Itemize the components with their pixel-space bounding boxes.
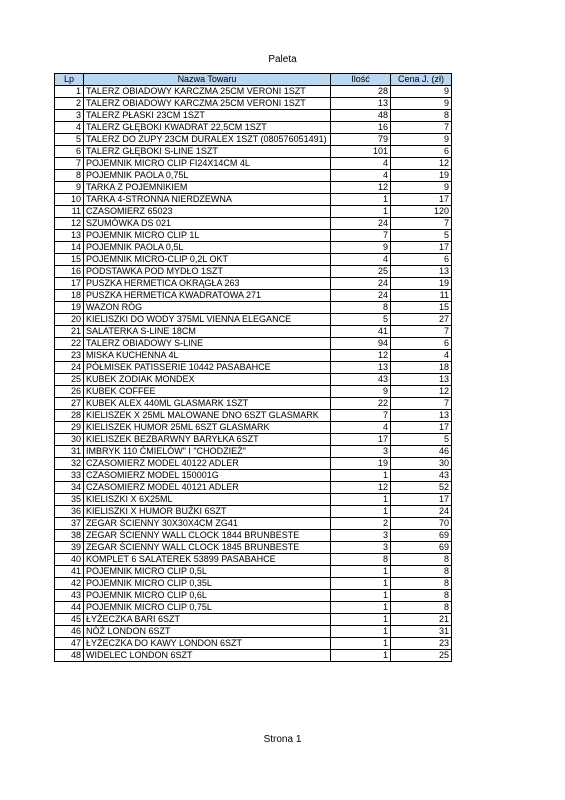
table-row: [55, 290, 452, 302]
cell-price: 17: [391, 494, 452, 506]
cell-price: 6: [391, 146, 452, 158]
cell-qty: 5: [331, 314, 391, 326]
cell-qty: 41: [331, 326, 391, 338]
cell-lp: 43: [55, 590, 84, 602]
cell-qty: 4: [331, 254, 391, 266]
cell-name: KUBEK ALEX 440ML GLASMARK 1SZT: [84, 398, 331, 410]
cell-qty: 12: [331, 482, 391, 494]
cell-name: WIDELEC LONDON 6SZT: [84, 650, 331, 662]
cell-name: IMBRYK 110 ĆMIELÓW" I "CHODZIEŻ": [84, 446, 331, 458]
cell-lp: 1: [55, 86, 84, 98]
cell-lp: 47: [55, 638, 84, 650]
table-row: [55, 362, 452, 374]
table-row: [55, 614, 452, 626]
cell-qty: 1: [331, 206, 391, 218]
cell-name: TALERZ OBIADOWY S-LINE: [84, 338, 331, 350]
cell-qty: 43: [331, 374, 391, 386]
cell-lp: 11: [55, 206, 84, 218]
cell-price: 8: [391, 602, 452, 614]
cell-price: 30: [391, 458, 452, 470]
cell-qty: 7: [331, 410, 391, 422]
table-row: [55, 518, 452, 530]
cell-qty: 4: [331, 158, 391, 170]
cell-lp: 45: [55, 614, 84, 626]
table-row: [55, 446, 452, 458]
cell-lp: 34: [55, 482, 84, 494]
page-title: Paleta: [268, 54, 297, 65]
cell-name: TARKA 4-STRONNA NIERDZEWNA: [84, 194, 331, 206]
cell-name: ŁYŻECZKA DO KAWY LONDON 6SZT: [84, 638, 331, 650]
cell-lp: 25: [55, 374, 84, 386]
cell-lp: 20: [55, 314, 84, 326]
cell-lp: 16: [55, 266, 84, 278]
cell-qty: 3: [331, 530, 391, 542]
cell-qty: 28: [331, 86, 391, 98]
cell-qty: 17: [331, 434, 391, 446]
cell-price: 21: [391, 614, 452, 626]
cell-price: 5: [391, 230, 452, 242]
cell-lp: 32: [55, 458, 84, 470]
cell-name: NÓŻ LONDON 6SZT: [84, 626, 331, 638]
cell-name: TALERZ GŁĘBOKI S-LINE 1SZT: [84, 146, 331, 158]
cell-lp: 29: [55, 422, 84, 434]
cell-price: 17: [391, 422, 452, 434]
cell-name: ZEGAR ŚCIENNY WALL CLOCK 1844 BRUNBESTE: [84, 530, 331, 542]
cell-price: 8: [391, 566, 452, 578]
table-row: [55, 494, 452, 506]
table-row: [55, 566, 452, 578]
cell-lp: 12: [55, 218, 84, 230]
cell-qty: 79: [331, 134, 391, 146]
cell-qty: 8: [331, 554, 391, 566]
cell-qty: 1: [331, 638, 391, 650]
cell-qty: 4: [331, 422, 391, 434]
table-row: [55, 302, 452, 314]
cell-lp: 38: [55, 530, 84, 542]
cell-lp: 24: [55, 362, 84, 374]
table-row: [55, 530, 452, 542]
cell-lp: 22: [55, 338, 84, 350]
cell-lp: 19: [55, 302, 84, 314]
cell-name: PUSZKA HERMETICA OKRĄGŁA 263: [84, 278, 331, 290]
table-row: [55, 590, 452, 602]
cell-name: SZUMÓWKA DS 021: [84, 218, 331, 230]
cell-qty: 13: [331, 362, 391, 374]
cell-price: 13: [391, 374, 452, 386]
cell-qty: 12: [331, 182, 391, 194]
cell-price: 23: [391, 638, 452, 650]
cell-qty: 8: [331, 302, 391, 314]
cell-price: 43: [391, 470, 452, 482]
cell-price: 69: [391, 542, 452, 554]
cell-qty: 9: [331, 386, 391, 398]
cell-lp: 5: [55, 134, 84, 146]
cell-price: 69: [391, 530, 452, 542]
table-row: [55, 206, 452, 218]
cell-price: 27: [391, 314, 452, 326]
cell-price: 19: [391, 170, 452, 182]
cell-name: POJEMNIK MICRO CLIP 0,5L: [84, 566, 331, 578]
cell-price: 25: [391, 650, 452, 662]
table-row: [55, 374, 452, 386]
column-header-price: Cena J. (zł): [391, 74, 452, 86]
table-body: [55, 86, 452, 662]
cell-name: KOMPLET 6 SALATEREK 53899 PASABAHCE: [84, 554, 331, 566]
table-row: [55, 230, 452, 242]
cell-qty: 24: [331, 290, 391, 302]
cell-price: 7: [391, 398, 452, 410]
table-row: [55, 278, 452, 290]
cell-name: POJEMNIK MICRO CLIP 0,6L: [84, 590, 331, 602]
cell-qty: 94: [331, 338, 391, 350]
cell-lp: 3: [55, 110, 84, 122]
cell-qty: 101: [331, 146, 391, 158]
cell-lp: 17: [55, 278, 84, 290]
cell-qty: 1: [331, 470, 391, 482]
table-row: [55, 146, 452, 158]
cell-lp: 21: [55, 326, 84, 338]
cell-qty: 7: [331, 230, 391, 242]
table-row: [55, 410, 452, 422]
cell-name: POJEMNIK MICRO CLIP 0,75L: [84, 602, 331, 614]
cell-qty: 1: [331, 626, 391, 638]
cell-name: TARKA Z POJEMNIKIEM: [84, 182, 331, 194]
table-row: [55, 218, 452, 230]
cell-name: POJEMNIK PAOLA 0,75L: [84, 170, 331, 182]
cell-lp: 30: [55, 434, 84, 446]
column-header-name: Nazwa Towaru: [84, 74, 331, 86]
table-row: [55, 422, 452, 434]
cell-price: 9: [391, 182, 452, 194]
cell-name: POJEMNIK MICRO CLIP 1L: [84, 230, 331, 242]
cell-price: 18: [391, 362, 452, 374]
cell-name: KUBEK ZODIAK MONDEX: [84, 374, 331, 386]
cell-name: TALERZ OBIADOWY KARCZMA 25CM VERONI 1SZT: [84, 86, 331, 98]
cell-name: ŁYŻECZKA BARI 6SZT: [84, 614, 331, 626]
cell-price: 7: [391, 122, 452, 134]
cell-lp: 6: [55, 146, 84, 158]
cell-lp: 9: [55, 182, 84, 194]
cell-qty: 1: [331, 194, 391, 206]
table-row: [55, 638, 452, 650]
table-row: [55, 98, 452, 110]
cell-name: PUSZKA HERMETICA KWADRATOWA 271: [84, 290, 331, 302]
cell-name: CZASOMIERZ MODEL 150001G: [84, 470, 331, 482]
table-row: [55, 626, 452, 638]
cell-qty: 13: [331, 98, 391, 110]
cell-name: KIELISZKI X 6X25ML: [84, 494, 331, 506]
cell-qty: 9: [331, 242, 391, 254]
cell-lp: 28: [55, 410, 84, 422]
cell-price: 19: [391, 278, 452, 290]
cell-qty: 19: [331, 458, 391, 470]
cell-qty: 4: [331, 170, 391, 182]
cell-price: 13: [391, 410, 452, 422]
cell-lp: 26: [55, 386, 84, 398]
table-row: [55, 458, 452, 470]
cell-name: WAZON RÓG: [84, 302, 331, 314]
cell-lp: 4: [55, 122, 84, 134]
cell-price: 9: [391, 86, 452, 98]
cell-lp: 14: [55, 242, 84, 254]
cell-price: 24: [391, 506, 452, 518]
cell-qty: 2: [331, 518, 391, 530]
table-row: [55, 338, 452, 350]
cell-qty: 1: [331, 650, 391, 662]
cell-name: SALATERKA S-LINE 18CM: [84, 326, 331, 338]
cell-name: PÓŁMISEK PATISSERIE 10442 PASABAHCE: [84, 362, 331, 374]
table-row: [55, 122, 452, 134]
cell-price: 5: [391, 434, 452, 446]
column-header-qty: Ilość: [331, 74, 391, 86]
cell-lp: 33: [55, 470, 84, 482]
table-row: [55, 266, 452, 278]
cell-name: TALERZ OBIADOWY KARCZMA 25CM VERONI 1SZT: [84, 98, 331, 110]
cell-price: 7: [391, 218, 452, 230]
cell-name: TALERZ GŁĘBOKI KWADRAT 22,5CM 1SZT: [84, 122, 331, 134]
cell-name: KIELISZEK HUMOR 25ML 6SZT GLASMARK: [84, 422, 331, 434]
cell-price: 31: [391, 626, 452, 638]
cell-lp: 10: [55, 194, 84, 206]
table-row: [55, 434, 452, 446]
cell-lp: 2: [55, 98, 84, 110]
cell-name: KIELISZKI DO WODY 375ML VIENNA ELEGANCE: [84, 314, 331, 326]
table-row: [55, 254, 452, 266]
cell-lp: 35: [55, 494, 84, 506]
table-row: [55, 470, 452, 482]
cell-lp: 7: [55, 158, 84, 170]
cell-price: 9: [391, 134, 452, 146]
cell-price: 46: [391, 446, 452, 458]
cell-price: 120: [391, 206, 452, 218]
cell-price: 70: [391, 518, 452, 530]
cell-price: 8: [391, 110, 452, 122]
table-row: [55, 506, 452, 518]
cell-name: KIELISZKI X HUMOR BUŹKI 6SZT: [84, 506, 331, 518]
cell-lp: 15: [55, 254, 84, 266]
table-row: [55, 398, 452, 410]
cell-lp: 8: [55, 170, 84, 182]
cell-qty: 48: [331, 110, 391, 122]
table-row: [55, 482, 452, 494]
cell-price: 17: [391, 242, 452, 254]
table-row: [55, 158, 452, 170]
cell-price: 13: [391, 266, 452, 278]
cell-name: KIELISZEK BEZBARWNY BARYŁKA 6SZT: [84, 434, 331, 446]
table-row: [55, 110, 452, 122]
cell-qty: 3: [331, 542, 391, 554]
table-row: [55, 134, 452, 146]
cell-price: 9: [391, 98, 452, 110]
cell-price: 8: [391, 590, 452, 602]
table-row: [55, 350, 452, 362]
table-row: [55, 554, 452, 566]
cell-price: 12: [391, 386, 452, 398]
cell-name: POJEMNIK MICRO CLIP FI24X14CM 4L: [84, 158, 331, 170]
cell-name: CZASOMIERZ MODEL 40122 ADLER: [84, 458, 331, 470]
cell-lp: 40: [55, 554, 84, 566]
table-row: [55, 542, 452, 554]
cell-name: CZASOMIERZ MODEL 40121 ADLER: [84, 482, 331, 494]
table-row: [55, 326, 452, 338]
cell-lp: 37: [55, 518, 84, 530]
table-row: [55, 578, 452, 590]
table-row: [55, 170, 452, 182]
cell-name: ZEGAR ŚCIENNY WALL CLOCK 1845 BRUNBESTE: [84, 542, 331, 554]
cell-lp: 39: [55, 542, 84, 554]
cell-name: TALERZ DO ZUPY 23CM DURALEX 1SZT (080576051491): [84, 134, 331, 146]
cell-price: 6: [391, 338, 452, 350]
cell-qty: 1: [331, 578, 391, 590]
cell-lp: 42: [55, 578, 84, 590]
table-row: [55, 650, 452, 662]
cell-lp: 13: [55, 230, 84, 242]
table-row: [55, 86, 452, 98]
cell-price: 52: [391, 482, 452, 494]
cell-name: MISKA KUCHENNA 4L: [84, 350, 331, 362]
cell-qty: 1: [331, 506, 391, 518]
cell-qty: 1: [331, 494, 391, 506]
cell-name: KIELISZEK X 25ML MALOWANE DNO 6SZT GLASMARK: [84, 410, 331, 422]
cell-price: 17: [391, 194, 452, 206]
cell-qty: 25: [331, 266, 391, 278]
cell-qty: 1: [331, 566, 391, 578]
cell-lp: 46: [55, 626, 84, 638]
cell-qty: 24: [331, 218, 391, 230]
table-row: [55, 602, 452, 614]
cell-price: 8: [391, 554, 452, 566]
cell-name: ZEGAR ŚCIENNY 30X30X4CM ZG41: [84, 518, 331, 530]
cell-price: 12: [391, 158, 452, 170]
cell-qty: 1: [331, 614, 391, 626]
cell-lp: 48: [55, 650, 84, 662]
cell-lp: 23: [55, 350, 84, 362]
table-row: [55, 194, 452, 206]
cell-name: POJEMNIK MICRO CLIP 0,35L: [84, 578, 331, 590]
cell-price: 7: [391, 326, 452, 338]
cell-qty: 12: [331, 350, 391, 362]
cell-price: 6: [391, 254, 452, 266]
table-row: [55, 386, 452, 398]
column-header-lp: Lp: [55, 74, 84, 86]
table-row: [55, 314, 452, 326]
cell-qty: 16: [331, 122, 391, 134]
table-header-row: [55, 74, 452, 86]
cell-qty: 1: [331, 590, 391, 602]
cell-qty: 1: [331, 602, 391, 614]
cell-name: PODSTAWKA POD MYDŁO 1SZT: [84, 266, 331, 278]
cell-name: POJEMNIK MICRO-CLIP 0,2L OKT: [84, 254, 331, 266]
cell-lp: 31: [55, 446, 84, 458]
cell-qty: 3: [331, 446, 391, 458]
cell-qty: 22: [331, 398, 391, 410]
cell-lp: 44: [55, 602, 84, 614]
cell-lp: 18: [55, 290, 84, 302]
cell-price: 4: [391, 350, 452, 362]
cell-lp: 36: [55, 506, 84, 518]
cell-price: 8: [391, 578, 452, 590]
cell-name: TALERZ PŁASKI 23CM 1SZT: [84, 110, 331, 122]
cell-name: POJEMNIK PAOLA 0,5L: [84, 242, 331, 254]
page-footer: Strona 1: [263, 734, 302, 745]
product-table: [54, 73, 452, 662]
cell-name: CZASOMIERZ 65023: [84, 206, 331, 218]
cell-name: KUBEK COFFEE: [84, 386, 331, 398]
cell-lp: 41: [55, 566, 84, 578]
cell-lp: 27: [55, 398, 84, 410]
cell-qty: 24: [331, 278, 391, 290]
cell-price: 11: [391, 290, 452, 302]
table-row: [55, 182, 452, 194]
table-row: [55, 242, 452, 254]
cell-price: 15: [391, 302, 452, 314]
